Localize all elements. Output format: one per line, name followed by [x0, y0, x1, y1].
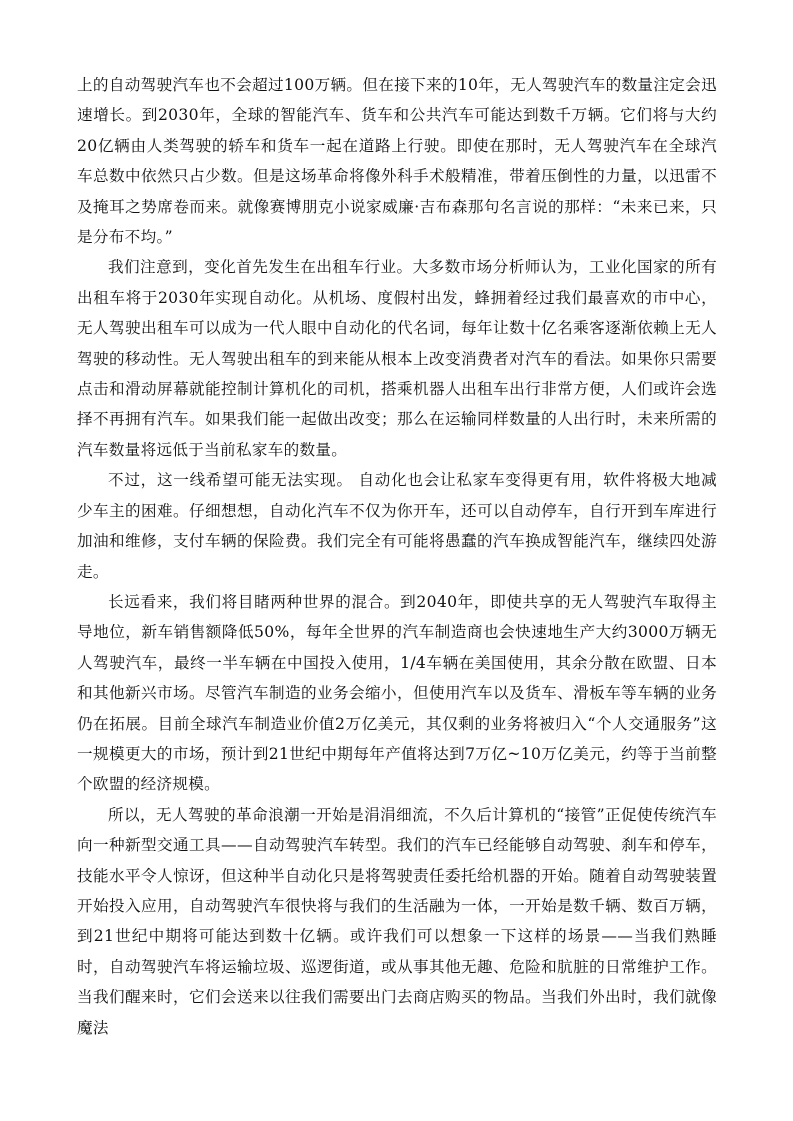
- paragraph-long-term: 长远看来，我们将目睹两种世界的混合。到2040年，即使共享的无人驾驶汽车取得主导地位，新车销售额降低50%，每年全世界的汽车制造商也会快速地生产大约3000万辆无人驾驶汽车，最终一半车辆在中国投入使用，1/4车辆在美国使用，其余分散在欧盟、日本和其他新兴市场。尽管汽车制造的业务会缩小，但使用汽车以及货车、滑板车等车辆的业务仍在拓展。目前全球汽车制造业价值2万亿美元，其仅剩的业务将被归入“个人交通服务”这一规模更大的市场，预计到21世纪中期每年产值将达到7万亿~10万亿美元，约等于当前整个欧盟的经济规模。: [77, 592, 717, 794]
- paragraph-revolution: 所以，无人驾驶的革命浪潮一开始是涓涓细流，不久后计算机的“接管”正促使传统汽车向一种新型交通工具——自动驾驶汽车转型。我们的汽车已经能够自动驾驶、刹车和停车，技能水平令人惊讶，但这种半自动化只是将驾驶责任委托给机器的开始。随着自动驾驶装置开始投入应用，自动驾驶汽车很快将与我们的生活融为一体，一开始是数千辆、数百万辆，到21世纪中期将可能达到数十亿辆。或许我们可以想象一下这样的场景——当我们熟睡时，自动驾驶汽车将运输垃圾、巡逻街道，或从事其他无趣、危险和肮脏的日常维护工作。当我们醒来时，它们会送来以往我们需要出门去商店购买的物品。当我们外出时，我们就像魔法: [77, 805, 717, 1037]
- paragraph-continuation: 上的自动驾驶汽车也不会超过100万辆。但在接下来的10年，无人驾驶汽车的数量注定会迅速增长。到2030年，全球的智能汽车、货车和公共汽车可能达到数千万辆。它们将与大约 20亿辆由人类驾驶的轿车和货车一起在道路上行驶。即使在那时，无人驾驶汽车在全球汽车总数中依然只占少数。但是这场革命将像外科手术般精准，带着压倒性的力量，以迅雷不及掩耳之势席卷而来。就像赛博朋克小说家威廉·吉布森那句名言说的那样：“未来已来，只是分布不均。”: [77, 76, 717, 247]
- document-body: [77, 70, 717, 1043]
- paragraph-taxi-industry: 我们注意到，变化首先发生在出租车行业。大多数市场分析师认为，工业化国家的所有出租车将于2030年实现自动化。从机场、度假村出发，蜂拥着经过我们最喜欢的市中心，无人驾驶出租车可以成为一代人眼中自动化的代名词，每年让数十亿名乘客逐渐依赖上无人驾驶的移动性。无人驾驶出租车的到来能从根本上改变消费者对汽车的看法。如果你只需要点击和滑动屏幕就能控制计算机化的司机，搭乘机器人出租车出行非常方便，人们或许会选择不再拥有汽车。如果我们能一起做出改变；那么在运输同样数量的人出行时，未来所需的汽车数量将远低于当前私家车的数量。: [77, 258, 717, 459]
- paragraph-private-cars: 不过，这一线希望可能无法实现。 自动化也会让私家车变得更有用，软件将极大地减少车主的困难。仔细想想，自动化汽车不仅为你开车，还可以自动停车，自行开到车库进行加油和维修，支付车辆的保险费。我们完全有可能将愚蠢的汽车换成智能汽车，继续四处游走。: [77, 471, 717, 581]
